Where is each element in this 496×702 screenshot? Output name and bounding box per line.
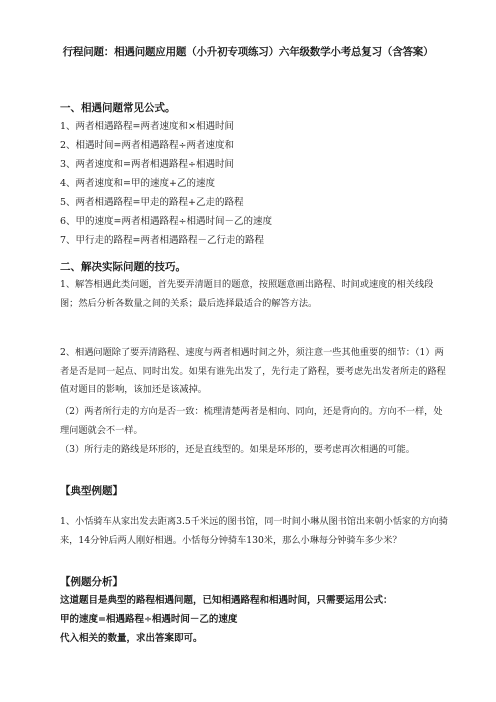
- tips-section: [60, 258, 450, 313]
- analysis-line: 这道题目是典型的路程相遇问题，已知相遇路程和相遇时间，只需要运用公式：: [60, 595, 393, 606]
- tip-paragraph-2-block: [60, 344, 450, 400]
- formula-item: 7、甲行走的路程=两者相遇路程－乙行走的路程: [60, 235, 265, 246]
- formula-item: 2、相遇时间=两者相遇路程÷两者速度和: [60, 140, 234, 151]
- tip-paragraph-4: （3）所行走的路线是环形的，还是直线型的。如果是环形的，要考虑再次相遇的可能。: [60, 444, 415, 455]
- analysis-section: [60, 573, 450, 648]
- tip-paragraph-1: 1、解答相遇此类问题，首先要弄清题目的题意，按照题意画出路程、时间或速度的相关线段图；然后分析各数量之间的关系；最后选择最适合的解答方法。: [60, 279, 434, 309]
- tip-paragraph-4-block: [60, 441, 450, 460]
- formulas-heading: 一、相遇问题常见公式。: [60, 102, 176, 114]
- formula-item: 5、两者相遇路程=甲走的路程+乙走的路程: [60, 197, 244, 208]
- formula-item: 3、两者速度和=两者相遇路程÷相遇时间: [60, 159, 234, 170]
- formula-item: 6、甲的速度=两者相遇路程÷相遇时间－乙的速度: [60, 216, 272, 227]
- tip-paragraph-2: 2、相遇问题除了要弄清路程、速度与两者相遇时间之外，须注意一些其他重要的细节：（1）两者是否是同一起点、同时出发。如果有谁先出发了，先行走了路程，要考虑先出发者所走的路程值对题目的影响，该加还是该减掉。: [60, 347, 446, 395]
- tip-paragraph-3-block: [60, 403, 450, 440]
- analysis-line: 甲的速度=相遇路程÷相遇时间－乙的速度: [60, 614, 238, 625]
- document-title: 行程问题：相遇问题应用题（小升初专项练习）六年级数学小考总复习（含答案）: [62, 46, 434, 58]
- example-heading: 【典型例题】: [60, 485, 123, 497]
- formula-item: 1、两者相遇路程=两者速度和×相遇时间: [60, 121, 234, 132]
- analysis-heading: 【例题分析】: [60, 576, 123, 588]
- formulas-section: [60, 99, 450, 250]
- example-heading-block: [60, 482, 450, 500]
- formula-item: 4、两者速度和=甲的速度+乙的速度: [60, 178, 215, 189]
- tips-heading: 二、解决实际问题的技巧。: [60, 261, 186, 273]
- example-problem: 1、小恬骑车从家出发去距离3.5千米远的图书馆，同一时间小琳从图书馆出来朝小恬家的方向骑来，14分钟后两人刚好相遇。小恬每分钟骑车130米，那么小琳每分钟骑车多少米？: [60, 516, 448, 546]
- tip-paragraph-3: （2）两者所行走的方向是否一致：梳理清楚两者是相向、同向，还是背向的。方向不一样，处理问题就会不一样。: [60, 406, 443, 436]
- example-problem-block: [60, 513, 450, 550]
- analysis-line: 代入相关的数量，求出答案即可。: [60, 633, 203, 644]
